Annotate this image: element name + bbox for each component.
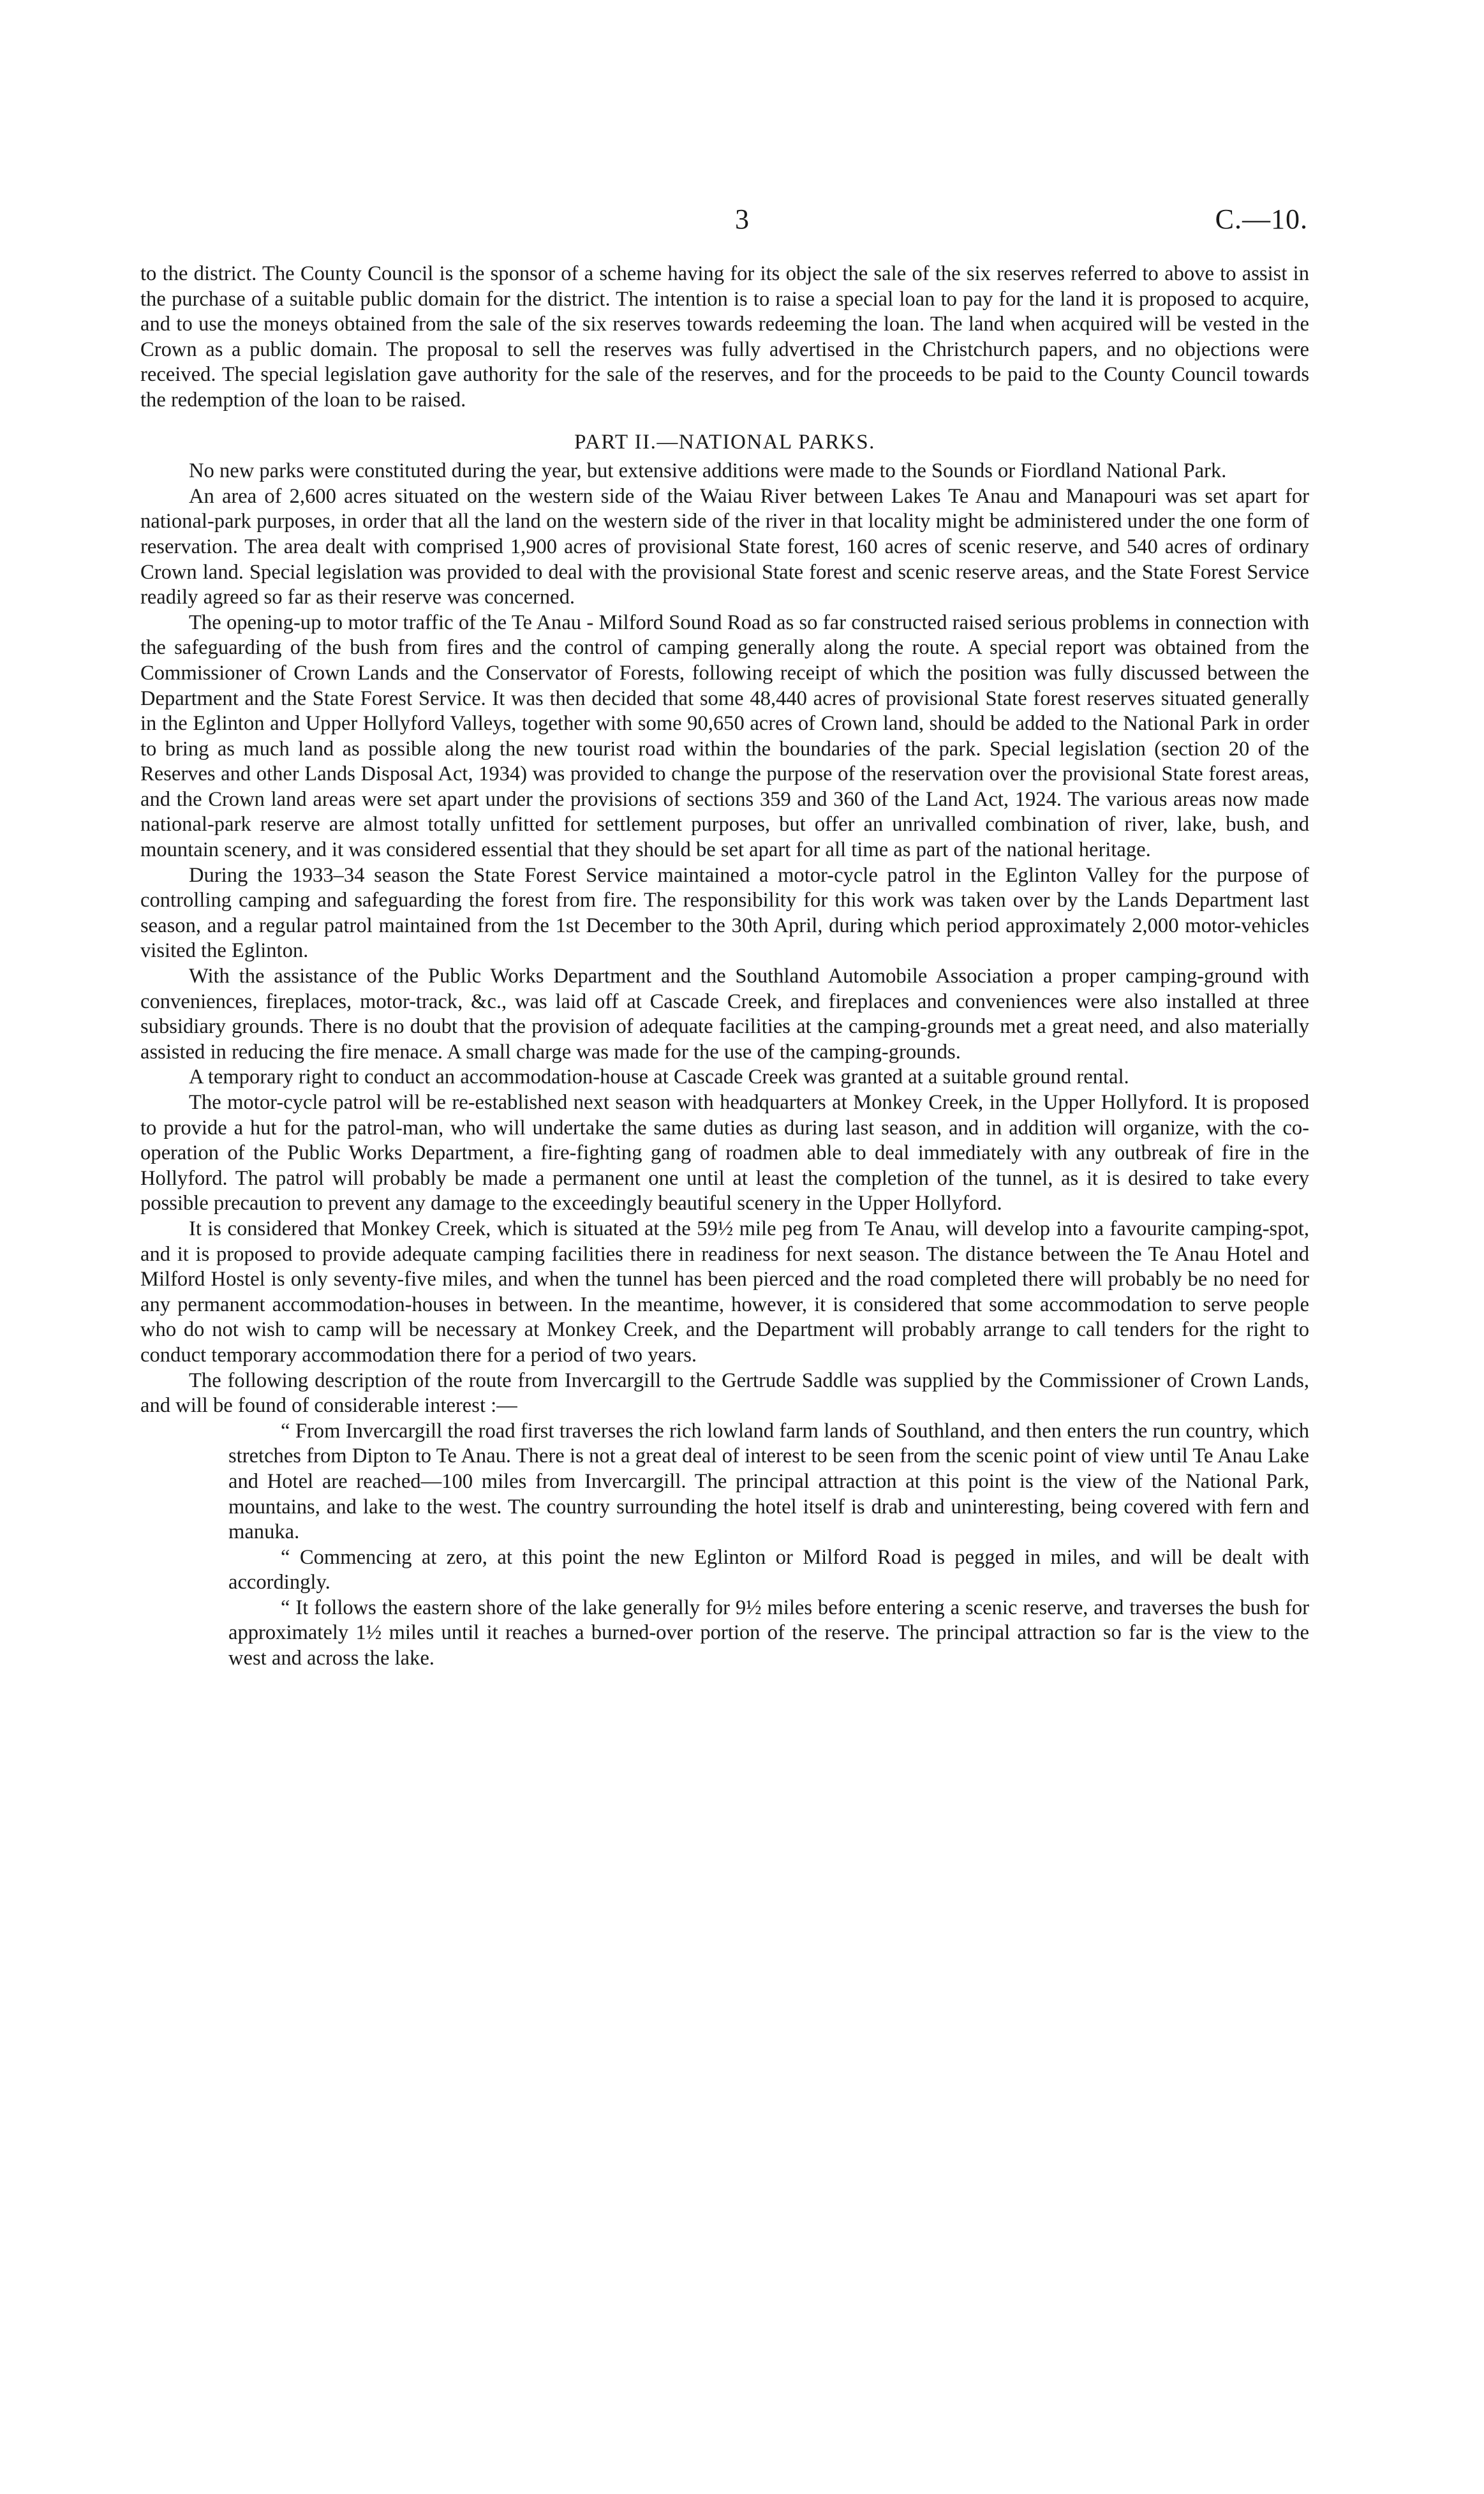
section-heading: PART II.—NATIONAL PARKS. [574, 430, 875, 454]
paragraph: The motor-cycle patrol will be re-established next season with headquarters at Monkey Creek, in the Upper Hollyford. It is proposed to provide a hut for the patrol-man, who will undertake the same duties as during last season, and in addition will organize, with the co-operation of the Public Works Department, a fire-fighting gang of roadmen able to deal immediately with any outbreak of fire in the Hollyford. The patrol will probably be made a permanent one until at least the completion of the tunnel, as it is desired to take every possible precaution to prevent any damage to the exceedingly beautiful scenery in the Upper Hollyford. [140, 1091, 1309, 1215]
paragraph: An area of 2,600 acres situated on the western side of the Waiau River between Lakes Te Anau and Manapouri was set apart for national-park purposes, in order that all the land on the western side of the river in that locality might be administered under the one form of reservation. The area dealt with comprised 1,900 acres of provisional State forest, 160 acres of scenic reserve, and 540 acres of ordinary Crown land. Special legislation was provided to deal with the provisional State forest and scenic reserve areas, and the State Forest Service readily agreed so far as their reserve was concerned. [140, 484, 1309, 609]
quoted-paragraph: “ It follows the eastern shore of the lake generally for 9½ miles before entering a scenic reserve, and traverses the bush for approximately 1½ miles until it reaches a burned-over portion of the reserve. The principal attraction so far is the view to the west and across the lake. [228, 1596, 1309, 1670]
paragraph: A temporary right to conduct an accommodation-house at Cascade Creek was granted at a suitable ground rental. [189, 1065, 1129, 1089]
paragraph: It is considered that Monkey Creek, which is situated at the 59½ mile peg from Te Anau, will develop into a favourite camping-spot, and it is proposed to provide adequate camping facilities there in readiness for next season. The distance between the Te Anau Hotel and Milford Hostel is only seventy-five miles, and when the tunnel has been pierced and the road completed there will probably be no need for any permanent accommodation-houses in between. In the meantime, however, it is considered that some accommodation to serve people who do not wish to camp will be necessary at Monkey Creek, and the Department will probably arrange to call tenders for the right to conduct temporary accommodation there for a period of two years. [140, 1217, 1309, 1367]
paragraph: No new parks were constituted during the year, but extensive additions were made to the Sounds or Fiordland National Park. [189, 459, 1227, 483]
page-number: 3 [735, 204, 749, 235]
document-reference: C.—10. [1215, 204, 1308, 235]
quoted-paragraph: “ From Invercargill the road first traverses the rich lowland farm lands of Southland, and then enters the run country, which stretches from Dipton to Te Anau. There is not a great deal of interest to be seen from the scenic point of view until Te Anau Lake and Hotel are reached—100 miles from Invercargill. The principal attraction at this point is the view of the National Park, mountains, and lake to the west. The country surrounding the hotel itself is drab and uninteresting, being covered with fern and manuka. [228, 1419, 1309, 1544]
quoted-paragraph: “ Commencing at zero, at this point the new Eglinton or Milford Road is pegged in miles, and will be dealt with accordingly. [228, 1545, 1309, 1594]
paragraph: With the assistance of the Public Works Department and the Southland Automobile Association a proper camping-ground with conveniences, fireplaces, motor-track, &c., was laid off at Cascade Creek, and fireplaces and conveniences were also installed at three subsidiary grounds. There is no doubt that the provision of adequate facilities at the camping-grounds met a great need, and also materially assisted in reducing the fire menace. A small charge was made for the use of the camping-grounds. [140, 965, 1309, 1064]
body-text [140, 262, 1309, 1672]
paragraph-intro: to the district. The County Council is the sponsor of a scheme having for its object the sale of the six reserves referred to above to assist in the purchase of a suitable public domain for the district. The intention is to raise a special loan to pay for the land it is proposed to acquire, and to use the moneys obtained from the sale of the six reserves towards redeeming the loan. The land when acquired will be vested in the Crown as a public domain. The proposal to sell the reserves was fully advertised in the Christchurch papers, and no objections were received. The special legislation gave authority for the sale of the reserves, and for the proceeds to be paid to the County Council towards the redemption of the loan to be raised. [140, 262, 1309, 412]
paragraph: The opening-up to motor traffic of the Te Anau - Milford Sound Road as so far constructed raised serious problems in connection with the safeguarding of the bush from fires and the control of camping generally along the route. A special report was obtained from the Commissioner of Crown Lands and the Conservator of Forests, following receipt of which the position was fully discussed between the Department and the State Forest Service. It was then decided that some 48,440 acres of provisional State forest reserves situated generally in the Eglinton and Upper Hollyford Valleys, together with some 90,650 acres of Crown land, should be added to the National Park in order to bring as much land as possible along the new tourist road within the boundaries of the park. Special legislation (section 20 of the Reserves and other Lands Disposal Act, 1934) was provided to change the purpose of the reservation over the provisional State forest areas, and the Crown land areas were set apart under the provisions of sections 359 and 360 of the Land Act, 1924. The various areas now made national-park reserve are almost totally unfitted for settlement purposes, but offer an unrivalled combination of river, lake, bush, and mountain scenery, and it was considered essential that they should be set apart for all time as part of the national heritage. [140, 611, 1309, 862]
paragraph: The following description of the route from Invercargill to the Gertrude Saddle was supplied by the Commissioner of Crown Lands, and will be found of considerable interest :— [140, 1369, 1309, 1418]
paragraph: During the 1933–34 season the State Forest Service maintained a motor-cycle patrol in the Eglinton Valley for the purpose of controlling camping and safeguarding the forest from fire. The responsibility for this work was taken over by the Lands Department last season, and a regular patrol maintained from the 1st December to the 30th April, during which period approximately 2,000 motor-vehicles visited the Eglinton. [140, 863, 1309, 963]
